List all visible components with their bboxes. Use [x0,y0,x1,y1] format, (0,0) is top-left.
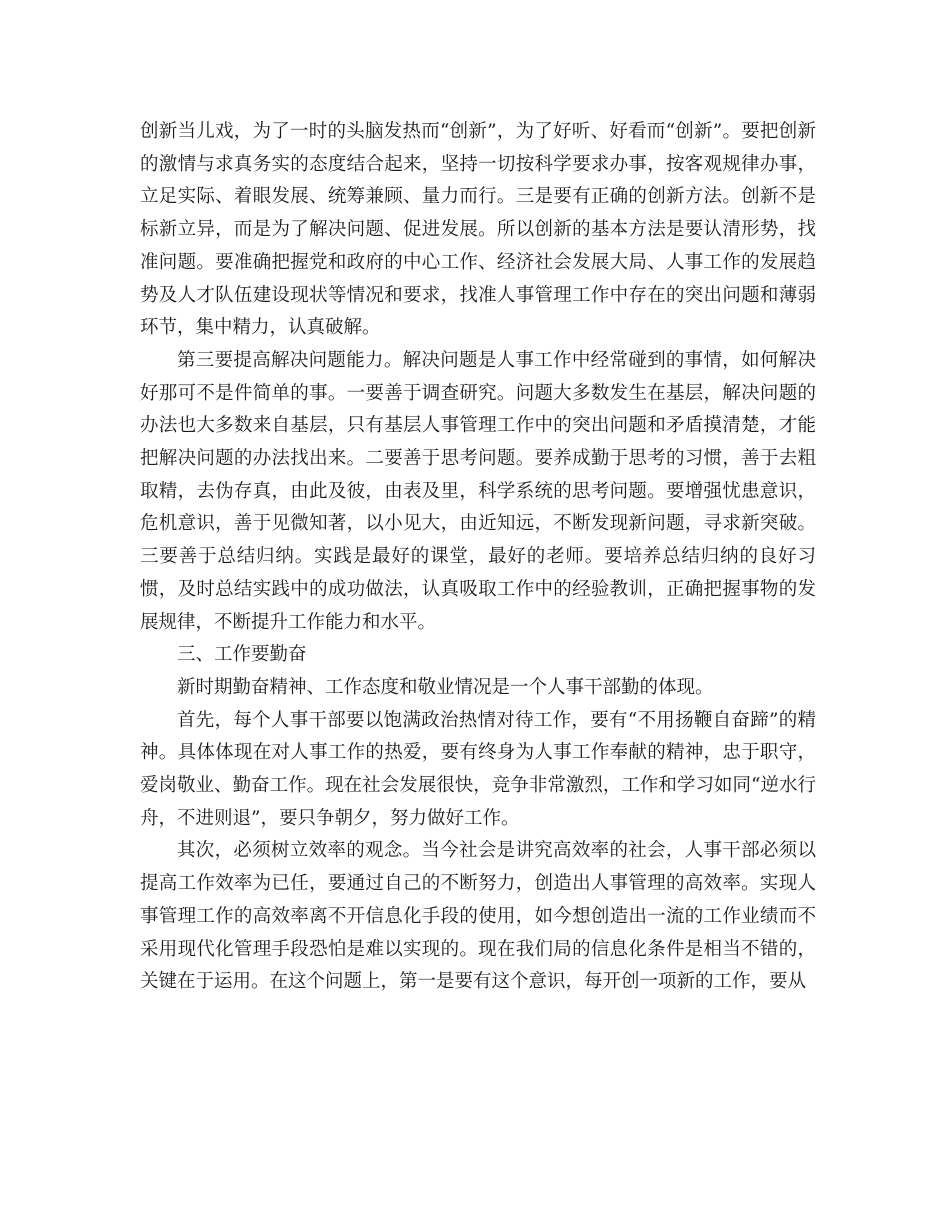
paragraph-first-political-enthusiasm: 首先，每个人事干部要以饱满政治热情对待工作，要有“不用扬鞭自奋蹄”的精神。具体体现在对人事工作的热爱，要有终身为人事工作奉献的精神，忠于职守，爱岗敬业、勤奋工作。现在社会发展很快，竞争非常激烈，工作和学习如同“逆水行舟，不进则退”，要只争朝夕，努力做好工作。 [140,709,816,829]
paragraph-problem-solving: 第三要提高解决问题能力。解决问题是人事工作中经常碰到的事情，如何解决好那可不是件简单的事。一要善于调查研究。问题大多数发生在基层，解决问题的办法也大多数来自基层，只有基层人事管理工作中的突出问题和矛盾摸清楚，才能把解决问题的办法找出来。二要善于思考问题。要养成勤于思考的习惯，善于去粗取精，去伪存真，由此及彼，由表及里，科学系统的思考问题。要增强忧患意识，危机意识，善于见微知著，以小见大，由近知远，不断发现新问题，寻求新突破。三要善于总结归纳。实践是最好的课堂，最好的老师。要培养总结归纳的良好习惯，及时总结实践中的成功做法，认真吸取工作中的经验教训，正确把握事物的发展规律，不断提升工作能力和水平。 [140,349,816,633]
paragraph-second-efficiency: 其次，必须树立效率的观念。当今社会是讲究高效率的社会，人事干部必须以提高工作效率为已任，要通过自己的不断努力，创造出人事管理的高效率。实现人事管理工作的高效率离不开信息化手段的使用，如今想创造出一流的工作业绩而不采用现代化管理手段恐怕是难以实现的。现在我们局的信息化条件是相当不错的，关键在于运用。在这个问题上，第一是要有这个意识，每开创一项新的工作，要从 [140,840,816,993]
paragraph-diligence-intro: 新时期勤奋精神、工作态度和敬业情况是一个人事干部勤的体现。 [177,676,714,698]
section-heading-diligence: 三、工作要勤奋 [177,644,307,666]
document-body [140,116,816,999]
paragraph-innovation-attitude: 创新当儿戏，为了一时的头脑发热而“创新”，为了好听、好看而“创新”。要把创新的激情与求真务实的态度结合起来，坚持一切按科学要求办事，按客观规律办事，立足实际、着眼发展、统筹兼顾、量力而行。三是要有正确的创新方法。创新不是标新立异，而是为了解决问题、促进发展。所以创新的基本方法是要认清形势，找准问题。要准确把握党和政府的中心工作、经济社会发展大局、人事工作的发展趋势及人才队伍建设现状等情况和要求，找准人事管理工作中存在的突出问题和薄弱环节，集中精力，认真破解。 [140,121,816,339]
